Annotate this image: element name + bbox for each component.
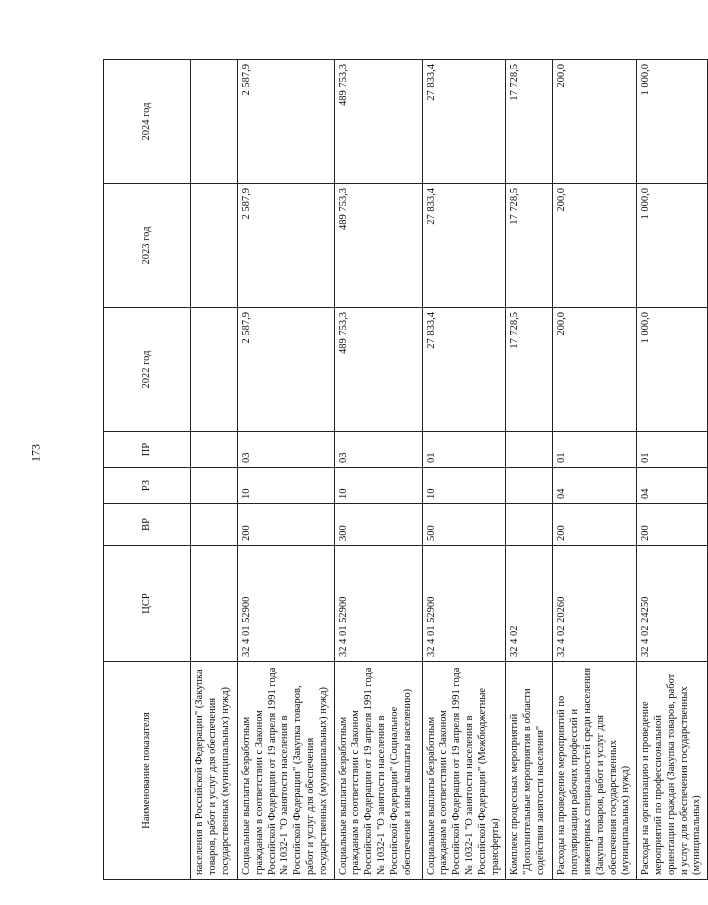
table-row xyxy=(506,60,553,880)
cell-csr: 32 4 02 xyxy=(506,546,553,662)
header-csr: ЦСР xyxy=(104,546,191,662)
cell-name: Социальные выплаты безработным гражданам в соответствии с Законом Российской Федерации от 19 апреля 1991 года № 1032-1 "О занятости населения в Российской Федерации" (Закупка товаров, работ и услуг для обеспечения государственных (муниципальных) нужд) xyxy=(238,662,335,880)
cell-csr xyxy=(191,546,238,662)
cell-pr: 01 xyxy=(422,432,506,468)
cell-csr: 32 4 01 52900 xyxy=(238,546,335,662)
cell-2023: 17 728,5 xyxy=(506,184,553,308)
cell-2024: 489 753,3 xyxy=(334,60,422,184)
table-row xyxy=(238,60,335,880)
table-row xyxy=(191,60,238,880)
cell-csr: 32 4 02 24250 xyxy=(637,546,708,662)
cell-2023: 2 587,9 xyxy=(238,184,335,308)
header-2022: 2022 год xyxy=(104,308,191,432)
cell-pr: 03 xyxy=(238,432,335,468)
cell-2024: 27 833,4 xyxy=(422,60,506,184)
table-row xyxy=(334,60,422,880)
table-header-row xyxy=(104,60,191,880)
cell-rz xyxy=(191,468,238,504)
cell-pr: 03 xyxy=(334,432,422,468)
header-2023: 2023 год xyxy=(104,184,191,308)
cell-name: населения в Российской Федерации" (Закупка товаров, работ и услуг для обеспечения государственных (муниципальных) нужд) xyxy=(191,662,238,880)
cell-pr xyxy=(506,432,553,468)
cell-vr xyxy=(506,504,553,546)
header-vr: ВР xyxy=(104,504,191,546)
cell-2024: 1 000,0 xyxy=(637,60,708,184)
cell-csr: 32 4 01 52900 xyxy=(422,546,506,662)
cell-2023: 489 753,3 xyxy=(334,184,422,308)
cell-rz: 10 xyxy=(334,468,422,504)
cell-rz xyxy=(506,468,553,504)
cell-2022 xyxy=(191,308,238,432)
cell-2023 xyxy=(191,184,238,308)
cell-2023: 27 833,4 xyxy=(422,184,506,308)
rotated-table-wrapper xyxy=(103,60,703,880)
budget-table xyxy=(103,59,708,880)
cell-rz: 04 xyxy=(637,468,708,504)
cell-2023: 200,0 xyxy=(553,184,637,308)
header-rz: РЗ xyxy=(104,468,191,504)
cell-2024: 200,0 xyxy=(553,60,637,184)
header-2024: 2024 год xyxy=(104,60,191,184)
cell-pr: 01 xyxy=(553,432,637,468)
cell-2022: 489 753,3 xyxy=(334,308,422,432)
table-row xyxy=(553,60,637,880)
cell-2022: 17 728,5 xyxy=(506,308,553,432)
cell-name: Расходы на организацию и проведение мероприятий по профессиональной ориентации граждан (Закупка товаров, работ и услуг для обеспечения государственных (муниципальных) xyxy=(637,662,708,880)
cell-2022: 200,0 xyxy=(553,308,637,432)
cell-rz: 10 xyxy=(238,468,335,504)
cell-2024: 2 587,9 xyxy=(238,60,335,184)
cell-rz: 04 xyxy=(553,468,637,504)
table-row xyxy=(422,60,506,880)
cell-name: Комплекс процессных мероприятий "Дополнительные мероприятия в области содействия занятости населения" xyxy=(506,662,553,880)
cell-2024 xyxy=(191,60,238,184)
cell-pr xyxy=(191,432,238,468)
header-name: Наименование показателя xyxy=(104,662,191,880)
cell-name: Расходы на проведение мероприятий по популяризации рабочих профессий и инженерных специальностей среди населения (Закупка товаров, работ и услуг для обеспечения государственных (муниципальных) нужд) xyxy=(553,662,637,880)
cell-vr: 200 xyxy=(553,504,637,546)
cell-vr: 500 xyxy=(422,504,506,546)
cell-rz: 10 xyxy=(422,468,506,504)
header-pr: ПР xyxy=(104,432,191,468)
cell-2022: 27 833,4 xyxy=(422,308,506,432)
cell-2022: 1 000,0 xyxy=(637,308,708,432)
cell-vr: 200 xyxy=(238,504,335,546)
cell-vr: 300 xyxy=(334,504,422,546)
page-number: 173 xyxy=(28,444,43,462)
cell-2024: 17 728,5 xyxy=(506,60,553,184)
cell-vr xyxy=(191,504,238,546)
cell-pr: 01 xyxy=(637,432,708,468)
cell-vr: 200 xyxy=(637,504,708,546)
cell-csr: 32 4 02 20260 xyxy=(553,546,637,662)
cell-name: Социальные выплаты безработным гражданам в соответствии с Законом Российской Федерации от 19 апреля 1991 года № 1032-1 "О занятости населения в Российской Федерации" (Межбюджетные трансферты) xyxy=(422,662,506,880)
cell-2022: 2 587,9 xyxy=(238,308,335,432)
cell-2023: 1 000,0 xyxy=(637,184,708,308)
cell-name: Социальные выплаты безработным гражданам в соответствии с Законом Российской Федерации от 19 апреля 1991 года № 1032-1 "О занятости населения в Российской Федерации" (Социальное обеспечение и иные выплаты населению) xyxy=(334,662,422,880)
table-row xyxy=(637,60,708,880)
cell-csr: 32 4 01 52900 xyxy=(334,546,422,662)
